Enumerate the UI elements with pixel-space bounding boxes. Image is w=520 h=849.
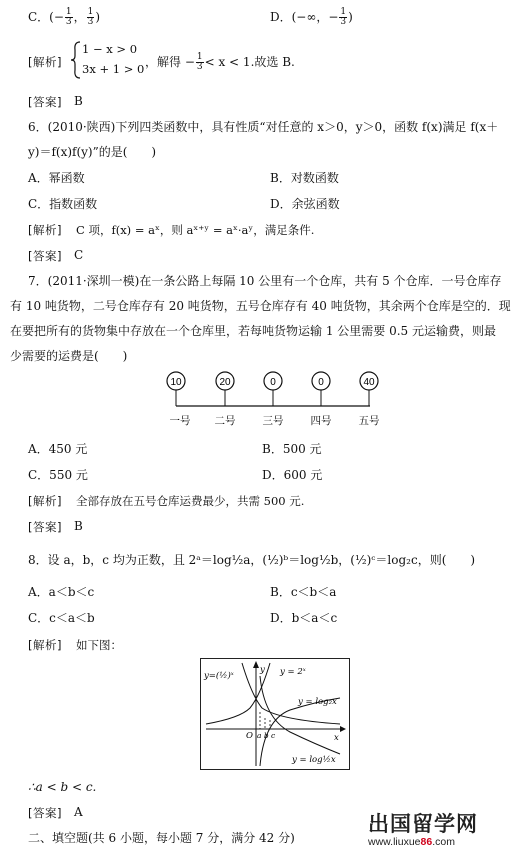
q5-option-d: D．(−∞，− $\frac{1}{3}$ ) [270, 7, 353, 27]
axis-x-label: x [334, 733, 339, 743]
q7-stem-line1: 7．(2011·深圳一模)在一条公路上每隔 10 公里有一个仓库，共有 5 个仓库．一号仓库存 [28, 274, 502, 288]
origin-label: O [246, 731, 253, 741]
q5-answer: B [74, 94, 83, 108]
warehouse-3-label: 三号 [262, 415, 284, 427]
warehouse-2-amount: 20 [219, 377, 231, 388]
q5-option-c: C．(− $\frac{1}{3}$ ， $\frac{1}{3}$ ) [28, 7, 101, 27]
function-graph [200, 658, 350, 770]
q5-answer-tag: [答案] [28, 95, 62, 109]
q6-analysis: C 项，f(x) = aˣ，则 aˣ⁺ʸ = aˣ·aʸ，满足条件. [76, 223, 315, 237]
warehouse-4 [311, 372, 332, 427]
q8-answer: A [74, 805, 83, 819]
q7-option-c: C．550 元 [28, 468, 88, 482]
q8-option-d: D．b＜a＜c [270, 611, 338, 625]
q8-conclusion: ∴a < b < c. [28, 780, 97, 794]
q8-option-a: A．a＜b＜c [28, 585, 95, 599]
q7-stem-line2: 有 10 吨货物，二号仓库存有 20 吨货物，五号仓库存有 40 吨货物，其余两个仓库是空的．现 [10, 299, 511, 313]
warehouse-4-label: 四号 [310, 415, 332, 427]
q7-analysis: 全部存放在五号仓库运费最少，共需 500 元. [76, 494, 305, 508]
system-eq-1: 1 − x > 0 [82, 42, 138, 56]
warehouse-2-label: 二号 [214, 415, 236, 427]
section-title: 二、填空题(共 6 小题，每小题 7 分，满分 42 分) [28, 831, 295, 845]
label-exp-half: y=(½)ˣ [204, 671, 234, 681]
label-log-half: y = log½x [292, 755, 336, 765]
q6-answer: C [74, 248, 84, 262]
q8-stem: 8．设 a，b，c 均为正数，且 2ᵃ＝log½a，(½)ᵇ＝log½b，(½)ᶜ＝log₂c，则( ) [28, 553, 476, 567]
q8-analysis-tag: [解析] [28, 638, 62, 652]
q8-option-b: B．c＜b＜a [270, 585, 337, 599]
q7-option-d: D．600 元 [262, 468, 323, 482]
warehouse-1 [167, 372, 191, 427]
q7-option-b: B．500 元 [262, 442, 322, 456]
label-exp2: y = 2ˣ [280, 667, 306, 677]
watermark-url: www.liuxue86.com [368, 836, 455, 848]
abc-labels: a b c [257, 731, 276, 740]
q5-solution: ，解得 − $\frac{1}{3}$ < x < 1.故选 B. [145, 52, 295, 72]
watermark [368, 808, 478, 848]
q6-option-b: B．对数函数 [270, 171, 339, 185]
q7-option-a: A．450 元 [28, 442, 88, 456]
system-eq-2: 3x + 1 > 0 [82, 62, 145, 76]
warehouse-diagram [160, 368, 390, 430]
q7-stem-line4: 少需要的运费是( ) [10, 349, 128, 363]
q7-stem-line3: 在要把所有的货物集中存放在一个仓库里，若每吨货物运输 1 公里需要 0.5 元运输费，则最 [10, 324, 496, 338]
label-log2: y = log₂x [298, 697, 337, 707]
watermark-cn: 出国留学网 [368, 812, 478, 836]
q6-option-d: D．余弦函数 [270, 197, 340, 211]
warehouse-1-amount: 10 [170, 377, 182, 388]
q6-stem-line2: y)＝f(x)f(y)”的是( ) [28, 145, 157, 159]
q6-stem-line1: 6．(2010·陕西)下列四类函数中，具有性质“对任意的 x＞0，y＞0，函数 f(x)满足 f(x＋ [28, 120, 499, 134]
q5-analysis-tag: [解析] [28, 55, 62, 69]
warehouse-5-label: 五号 [358, 415, 380, 427]
q8-option-c: C．c＜a＜b [28, 611, 95, 625]
q7-answer: B [74, 519, 83, 533]
warehouse-3-amount: 0 [270, 377, 276, 388]
warehouse-5 [359, 372, 380, 427]
q6-option-c: C．指数函数 [28, 197, 98, 211]
axis-y-label: y [260, 665, 265, 675]
q6-analysis-tag: [解析] [28, 223, 62, 237]
q7-answer-tag: [答案] [28, 520, 62, 534]
brace-icon [70, 40, 82, 80]
q6-option-a: A．幂函数 [28, 171, 85, 185]
q8-analysis: 如下图： [76, 638, 122, 652]
warehouse-3 [263, 372, 284, 427]
warehouse-1-label: 一号 [169, 415, 191, 427]
warehouse-5-amount: 40 [363, 377, 375, 388]
warehouse-4-amount: 0 [318, 377, 324, 388]
q7-analysis-tag: [解析] [28, 494, 62, 508]
q8-answer-tag: [答案] [28, 806, 62, 820]
warehouse-2 [215, 372, 236, 427]
q6-answer-tag: [答案] [28, 249, 62, 263]
